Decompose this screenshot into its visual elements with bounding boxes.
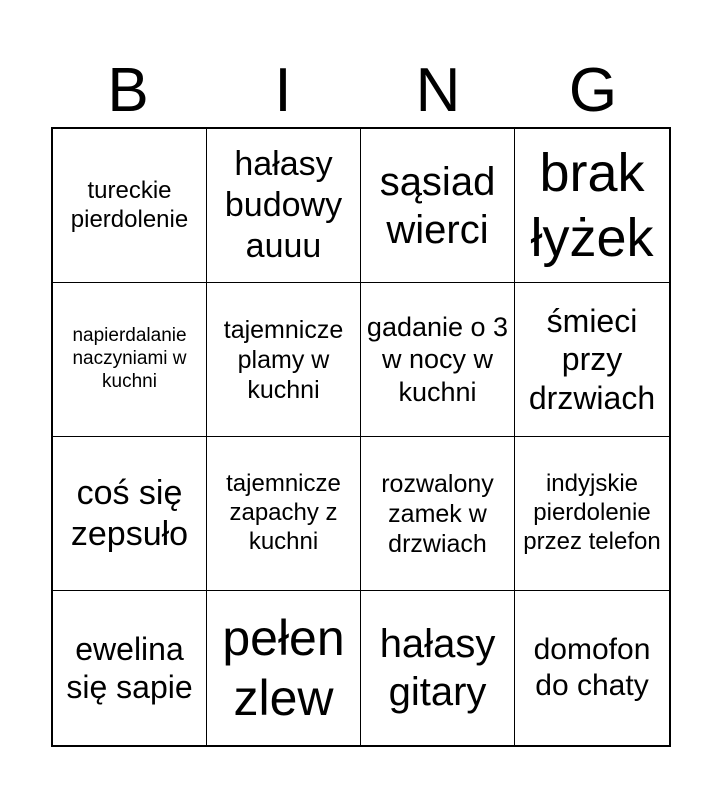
bingo-cell[interactable]	[53, 591, 207, 745]
bingo-cell[interactable]	[53, 437, 207, 591]
bingo-cell[interactable]	[515, 591, 669, 745]
cell-text: gadanie o 3 w nocy w kuchni	[366, 311, 509, 407]
cell-text: sąsiad wierci	[379, 159, 496, 252]
bingo-cell[interactable]	[361, 437, 515, 591]
header-letter-n: N	[415, 56, 461, 125]
cell-text: hałasy gitary	[379, 622, 496, 714]
cell-text: hałasy budowy auuu	[224, 145, 343, 265]
bingo-cell[interactable]	[53, 283, 207, 437]
cell-text: tureckie pierdolenie	[70, 176, 189, 233]
bingo-cell[interactable]	[361, 283, 515, 437]
bingo-cell[interactable]	[515, 437, 669, 591]
bingo-grid	[51, 127, 671, 747]
bingo-cell[interactable]	[207, 437, 361, 591]
bingo-cell[interactable]	[515, 283, 669, 437]
header-letter-b: B	[107, 56, 149, 125]
bingo-cell[interactable]	[515, 129, 669, 283]
cell-text: śmieci przy drzwiach	[528, 302, 656, 416]
cell-text: ewelina się sapie	[66, 630, 193, 705]
cell-text: tajemnicze zapachy z kuchni	[226, 470, 341, 555]
cell-text: tajemnicze plamy w kuchni	[223, 315, 344, 404]
bingo-cell[interactable]	[207, 283, 361, 437]
bingo-cell[interactable]	[361, 129, 515, 283]
cell-text: brak łyżek	[530, 142, 654, 268]
bingo-cell[interactable]	[361, 591, 515, 745]
cell-text: domofon do chaty	[533, 633, 651, 702]
bingo-cell[interactable]	[53, 129, 207, 283]
cell-text: indyjskie pierdolenie przez telefon	[523, 470, 661, 555]
cell-text: rozwalony zamek w drzwiach	[381, 469, 494, 558]
cell-text: coś się zepsuło	[70, 473, 189, 553]
header-letter-g: G	[568, 56, 618, 125]
header-letter-i: I	[274, 56, 292, 125]
bingo-cell[interactable]	[207, 591, 361, 745]
bingo-cell[interactable]	[207, 129, 361, 283]
cell-text: pełen zlew	[222, 610, 345, 726]
cell-text: napierdalanie naczyniami w kuchni	[72, 325, 187, 392]
